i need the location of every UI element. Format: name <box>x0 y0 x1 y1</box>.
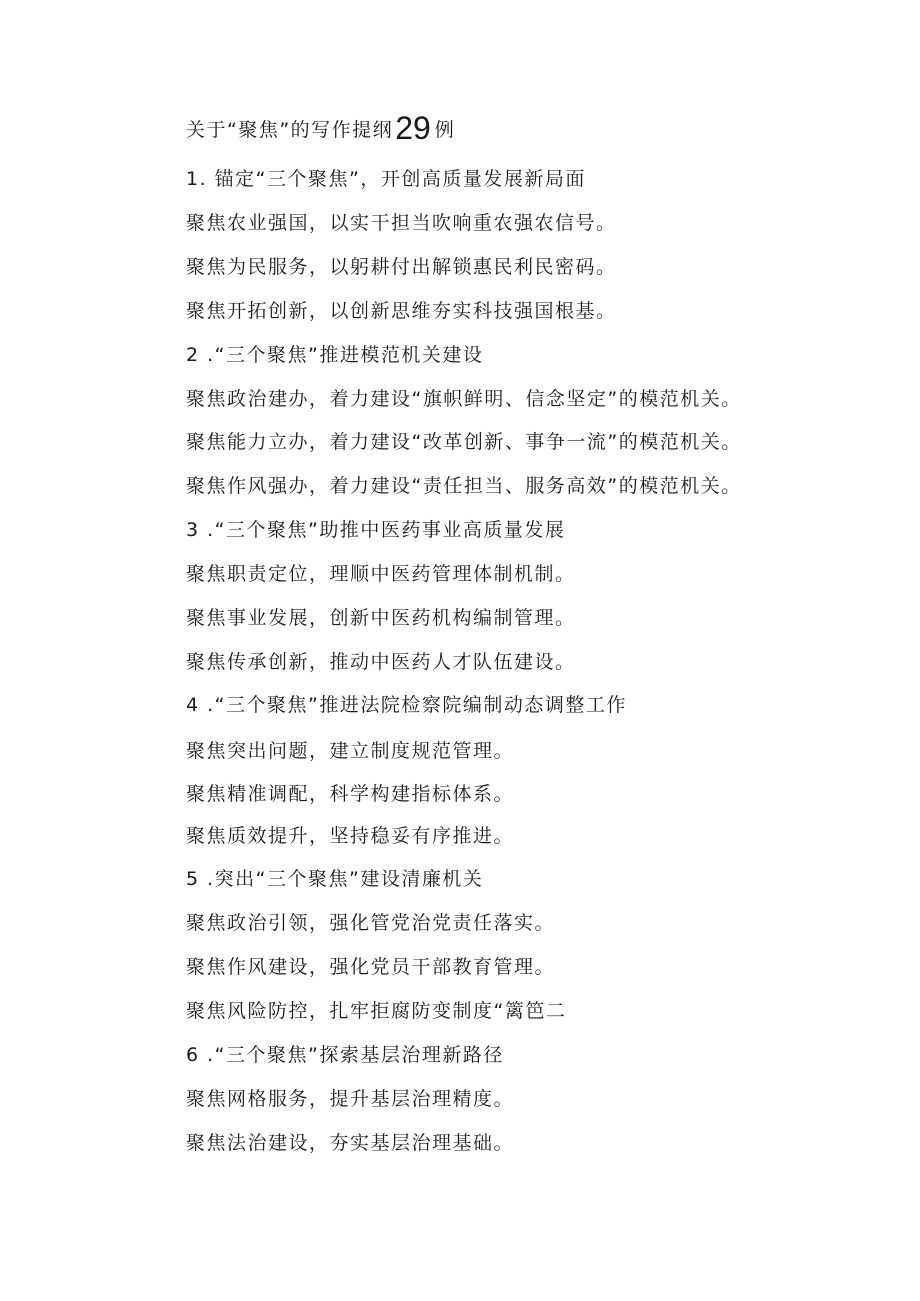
title-prefix: 关于“聚焦”的写作提纲 <box>186 119 394 141</box>
list-item: 聚焦精准调配，科学构建指标体系。 <box>186 783 515 805</box>
list-item: 聚焦网格服务，提升基层治理精度。 <box>186 1088 515 1110</box>
section-heading-2: 2 .“三个聚焦”推进模范机关建设 <box>186 344 484 366</box>
list-item: 聚焦为民服务，以躬耕付出解锁惠民利民密码。 <box>186 256 617 278</box>
list-item: 聚焦职责定位，理顺中医药管理体制机制。 <box>186 563 576 585</box>
list-item: 聚焦事业发展，创新中医药机构编制管理。 <box>186 607 576 629</box>
document-title <box>186 110 456 146</box>
list-item: 聚焦风险防控，扎牢拒腐防变制度“篱笆二 <box>186 1000 567 1022</box>
list-item: 聚焦开拓创新，以创新思维夯实科技强国根基。 <box>186 300 617 322</box>
section-heading-1: 1. 锚定“三个聚焦”，开创高质量发展新局面 <box>186 168 586 190</box>
list-item: 聚焦政治引领，强化管党治党责任落实。 <box>186 912 556 934</box>
list-item: 聚焦作风建设，强化党员干部教育管理。 <box>186 956 556 978</box>
title-number: 29 <box>395 110 431 146</box>
list-item: 聚焦质效提升，坚持稳妥有序推进。 <box>186 825 515 847</box>
section-heading-6: 6 .“三个聚焦”探索基层治理新路径 <box>186 1044 504 1066</box>
list-item: 聚焦作风强办，着力建设“责任担当、服务高效”的模范机关。 <box>186 475 742 497</box>
list-item: 聚焦能力立办，着力建设“改革创新、事争一流”的模范机关。 <box>186 431 742 453</box>
list-item: 聚焦农业强国，以实干担当吹响重农强农信号。 <box>186 212 617 234</box>
title-suffix: 例 <box>434 119 456 141</box>
list-item: 聚焦传承创新，推动中医药人才队伍建设。 <box>186 651 576 673</box>
list-item: 聚焦突出问题，建立制度规范管理。 <box>186 740 515 762</box>
section-heading-5: 5 .突出“三个聚焦”建设清廉机关 <box>186 868 484 890</box>
list-item: 聚焦政治建办，着力建设“旗帜鲜明、信念坚定”的模范机关。 <box>186 388 742 410</box>
section-heading-4: 4 .“三个聚焦”推进法院检察院编制动态调整工作 <box>186 694 627 716</box>
section-heading-3: 3 .“三个聚焦”助推中医药事业高质量发展 <box>186 519 566 541</box>
list-item: 聚焦法治建设，夯实基层治理基础。 <box>186 1132 515 1154</box>
